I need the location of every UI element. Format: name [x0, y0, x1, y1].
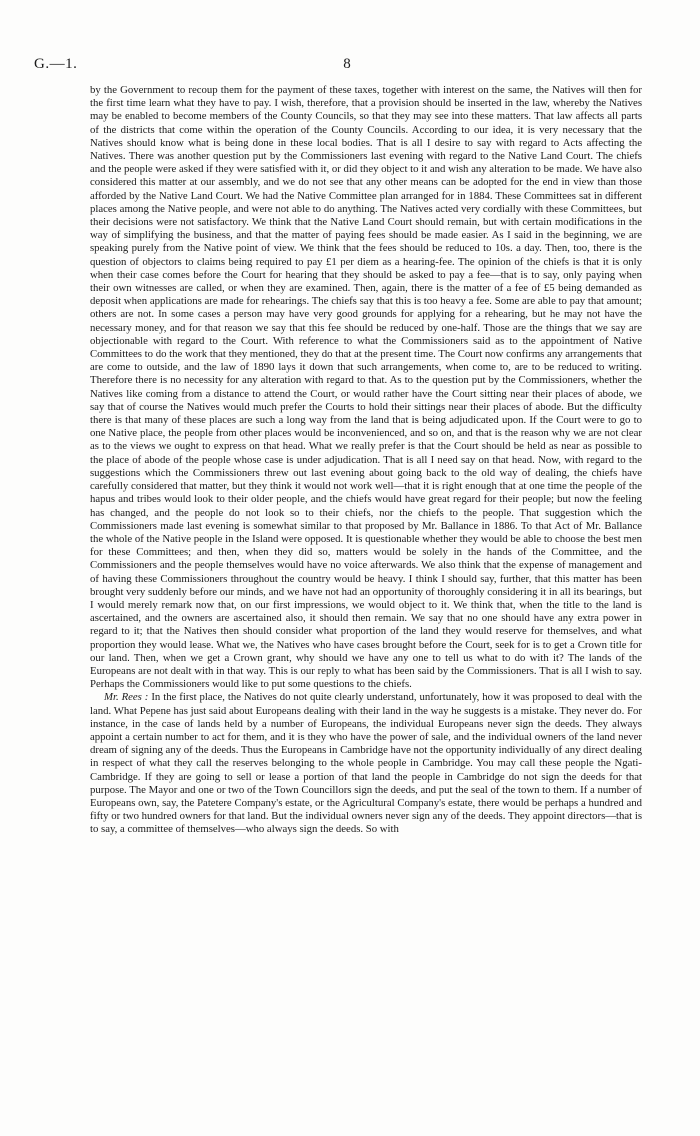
- paragraph-text: In the first place, the Natives do not quite clearly understand, unfortunately, how it was proposed to deal with the land. What Pepene has just said about Europeans dealing with their land in the way he suggests is a mistake. They never do. For instance, in the case of lands held by a number of Europeans, the individual Europeans never sign the deeds. They always appoint a certain number to act for them, and it is they who have the power of sale, and the individual owners of the land never dream of signing any of the deeds. Thus the Europeans in Cambridge have not the opportunity individually of any direct dealing in respect of what they call the reserves belonging to the whole people in Cambridge. You may call these people the Ngati-Cambridge. If they are going to sell or lease a portion of that land the people in Cambridge do not sign the deeds for that purpose. The Mayor and one or two of the Town Councillors sign the deeds, and put the seal of the town to them. If a number of Europeans own, say, the Patetere Company's estate, or the Agricultural Company's estate, there would be perhaps a hundred and fifty or two hundred owners for that land. But the individual owners never sign any of the deeds. They appoint directors—that is to say, a committee of themselves—who always sign the deeds. So with: [90, 691, 642, 836]
- body-text: [90, 84, 642, 837]
- page-header: [34, 56, 660, 76]
- speaker-name: Mr. Rees :: [104, 691, 149, 704]
- paragraph: [90, 84, 642, 691]
- document-code: G.—1.: [34, 56, 78, 72]
- paragraph-text: by the Government to recoup them for the payment of these taxes, together with interest on the same, the Natives will then for the first time learn what they have to pay. I wish, therefore, that a provision should be inserted in the law, whereby the Natives may be enabled to become members of the County Councils, so that they may see into these matters. That law affects all parts of the districts that come within the operation of the County Councils. According to our idea, it is very necessary that the Natives should know what is being done in these local bodies. That is all I desire to say with regard to Acts affecting the Natives. There was another question put by the Commissioners last evening with regard to the Native Land Court. The chiefs and the people were asked if they were satisfied with it, or did they object to it and wish any alteration to be made. We have also considered this matter at our assembly, and we do not see that any other means can be adopted for the end in view than those afforded by the Native Land Court. We had the Native Committee plan arranged for in 1884. These Committees sat in different places among the Native people, and were not able to do anything. The Natives acted very cordially with these Committees, but their decisions were not satisfactory. We think that the Native Land Court should remain, but with certain modifications in the way of simplifying the business, and that the matter of paying fees should be made easier. As I said in the beginning, we are speaking purely from the Native point of view. We think that the fees should be reduced to 10s. a day. Then, too, there is the question of objectors to claims being required to pay £1 per diem as a hearing-fee. The opinion of the chiefs is that it is only when their case comes before the Court for hearing that they should be asked to pay a fee—that is to say, only paying when their own witnesses are called, or when they are examined. Then, again, there is the matter of a fee of £5 being demanded as deposit when applications are made for rehearings. The chiefs say that this is too heavy a fee. Some are able to pay that amount; others are not. In some cases a person may have very good grounds for applying for a rehearing, but he may not have the necessary money, and for that reason we say that this fee should be reduced by one-half. Those are the things that we say are objectionable with regard to the Court. With reference to what the Commissioners said as to the appointment of Native Committees to do the work that they mentioned, they do that at the present time. The Court now confirms any arrangements that are come to outside, and the law of 1890 lays it down that such arrangements, when come to, are to be reduced to writing. Therefore there is no necessity for any alteration with regard to that. As to the question put by the Commissioners, whether the Natives like coming from a distance to attend the Court, or would rather have the Court sitting near their places of abode, we say that of course the Natives would much prefer the Courts to hold their sittings near their places of abode. But the difficulty there is that many of these places are such a long way from the land that is being adjudicated upon. If the Court were to go to one Native place, the people from other places would be inconvenienced, and so on, and that is the reason why we are not clear as to the views we ought to express on that head. What we really prefer is that the Court should be held as near as possible to the place of abode of the people whose case is under adjudication. That is all I need say on that head. Now, with regard to the suggestions which the Commissioners threw out last evening about going back to the old way of dealing, the chiefs have carefully considered that matter, but they think it would not work well—that it is right enough that at one time the people of the hapus and tribes would look to their older people, and the chiefs would have great regard for their people; but now the feeling has changed, and the people do not look so to their chiefs, nor the chiefs to the people. That suggestion which the Commissioners made last evening is somewhat similar to that proposed by Mr. Ballance in 1886. To that Act of Mr. Ballance the whole of the Native people in the Island were opposed. It is questionable whether they would be able to choose the best men for these Committees; and then, when they did so, matters would be solely in the hands of the Committee, and the Commissioners and the people themselves would have no voice afterwards. We also think that the expense of management and of having these Commissioners throughout the country would be heavy. I think I should say, further, that this matter has been brought very suddenly before our minds, and we have not had an opportunity of thoroughly considering it in all its bearings, but I would merely remark now that, on our first impressions, we would object to it. We think that, when the title to the land is ascertained, and the owners are ascertained also, it should then remain. We say that no one should have any extra power in regard to it; that the Natives then should consider what proportion of the land they would reserve for themselves, and what proportion they would lease. What we, the Natives who have cases brought before the Court, seek for is to get a Crown title for our land. Then, when we get a Crown grant, why should we have any one to tell us what to do with it? The lands of the Europeans are not dealt with in that way. This is our reply to what has been said by the Commissioners. That is all I wish to say. Perhaps the Commissioners would like to put some questions to the chiefs.: [90, 84, 642, 691]
- paragraph: [90, 691, 642, 836]
- page-number: 8: [343, 56, 351, 72]
